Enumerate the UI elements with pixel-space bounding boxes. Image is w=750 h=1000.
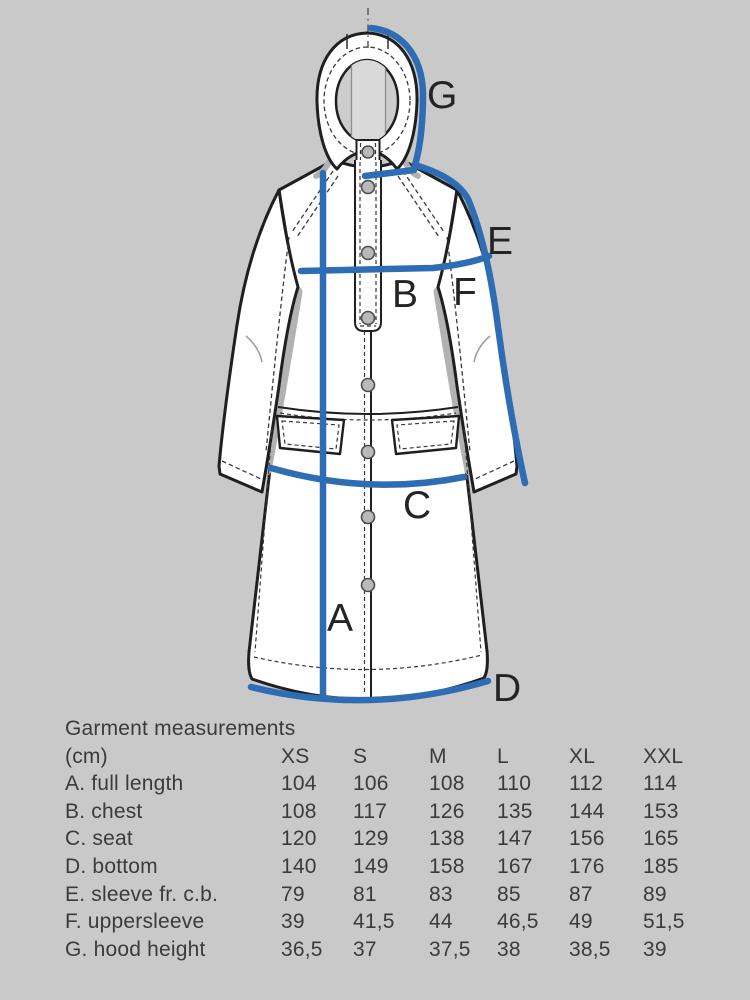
- cell-m: 158: [429, 854, 465, 878]
- table-title: Garment measurements: [65, 717, 296, 740]
- table-row-full-length: [65, 770, 727, 798]
- cell-xl: 112: [569, 772, 604, 796]
- measure-label-a: A: [327, 597, 354, 640]
- left-pocket-flap: [277, 416, 344, 454]
- table-row-sleeve: [65, 881, 727, 909]
- cell-l: 147: [497, 827, 533, 851]
- cell-s: 41,5: [353, 910, 395, 934]
- hood-facing-strip: [351, 58, 386, 146]
- cell-s: 37: [353, 937, 377, 961]
- cell-l: 135: [497, 799, 533, 823]
- table-row-seat: [65, 825, 727, 853]
- cell-xs: 79: [281, 882, 305, 906]
- measure-label-e: E: [487, 220, 514, 263]
- cell-xl: 87: [569, 882, 593, 906]
- cell-xs: 39: [281, 910, 305, 934]
- cell-l: 110: [497, 772, 532, 796]
- table-row-bottom: [65, 853, 727, 881]
- measure-label-b: B: [392, 273, 419, 316]
- cell-xs: 36,5: [281, 937, 323, 961]
- cell-m: 44: [429, 910, 453, 934]
- row-label: F. uppersleeve: [65, 910, 205, 934]
- cell-xxl: 39: [643, 937, 667, 961]
- cell-m: 83: [429, 882, 453, 906]
- row-label: G. hood height: [65, 937, 206, 961]
- cell-xl: 144: [569, 799, 605, 823]
- measure-label-c: C: [403, 484, 432, 527]
- cell-l: 38: [497, 937, 521, 961]
- table-row-hood-height: [65, 936, 727, 964]
- cell-l: 46,5: [497, 910, 539, 934]
- row-label: D. bottom: [65, 854, 158, 878]
- measure-label-g: G: [427, 74, 458, 117]
- cell-xl: 49: [569, 910, 593, 934]
- cell-l: 85: [497, 882, 521, 906]
- cell-xxl: 114: [643, 772, 678, 796]
- cell-xxl: 153: [643, 799, 679, 823]
- table-header-row: [65, 743, 727, 771]
- cell-m: 37,5: [429, 937, 471, 961]
- col-header-m: M: [429, 744, 447, 768]
- cell-xl: 176: [569, 854, 605, 878]
- col-header-xs: XS: [281, 744, 310, 768]
- row-label: E. sleeve fr. c.b.: [65, 882, 218, 906]
- cell-s: 149: [353, 854, 389, 878]
- cell-l: 167: [497, 854, 533, 878]
- col-header-l: L: [497, 744, 509, 768]
- row-label: B. chest: [65, 799, 143, 823]
- cell-xxl: 185: [643, 854, 679, 878]
- cell-xxl: 165: [643, 827, 679, 851]
- cell-s: 129: [353, 827, 389, 851]
- cell-m: 138: [429, 827, 465, 851]
- cell-xs: 140: [281, 854, 317, 878]
- cell-xs: 108: [281, 799, 317, 823]
- cell-xs: 104: [281, 772, 317, 796]
- cell-s: 106: [353, 772, 389, 796]
- cell-s: 117: [353, 799, 388, 823]
- col-header-xl: XL: [569, 744, 596, 768]
- row-label: A. full length: [65, 772, 184, 796]
- right-pocket-flap: [392, 416, 459, 454]
- cell-xs: 120: [281, 827, 317, 851]
- table-row-uppersleeve: [65, 908, 727, 936]
- cell-xxl: 89: [643, 882, 667, 906]
- cell-m: 126: [429, 799, 465, 823]
- cell-xxl: 51,5: [643, 910, 685, 934]
- measure-label-d: D: [493, 667, 522, 710]
- unit-label: (cm): [65, 744, 108, 768]
- measure-label-f: F: [453, 271, 477, 314]
- col-header-s: S: [353, 744, 368, 768]
- coat-drawing: [219, 8, 517, 699]
- row-label: C. seat: [65, 827, 133, 851]
- cell-s: 81: [353, 882, 377, 906]
- cell-xl: 38,5: [569, 937, 611, 961]
- table-row-chest: [65, 798, 727, 826]
- cell-m: 108: [429, 772, 465, 796]
- cell-xl: 156: [569, 827, 605, 851]
- col-header-xxl: XXL: [643, 744, 684, 768]
- measurements-table: [65, 715, 727, 963]
